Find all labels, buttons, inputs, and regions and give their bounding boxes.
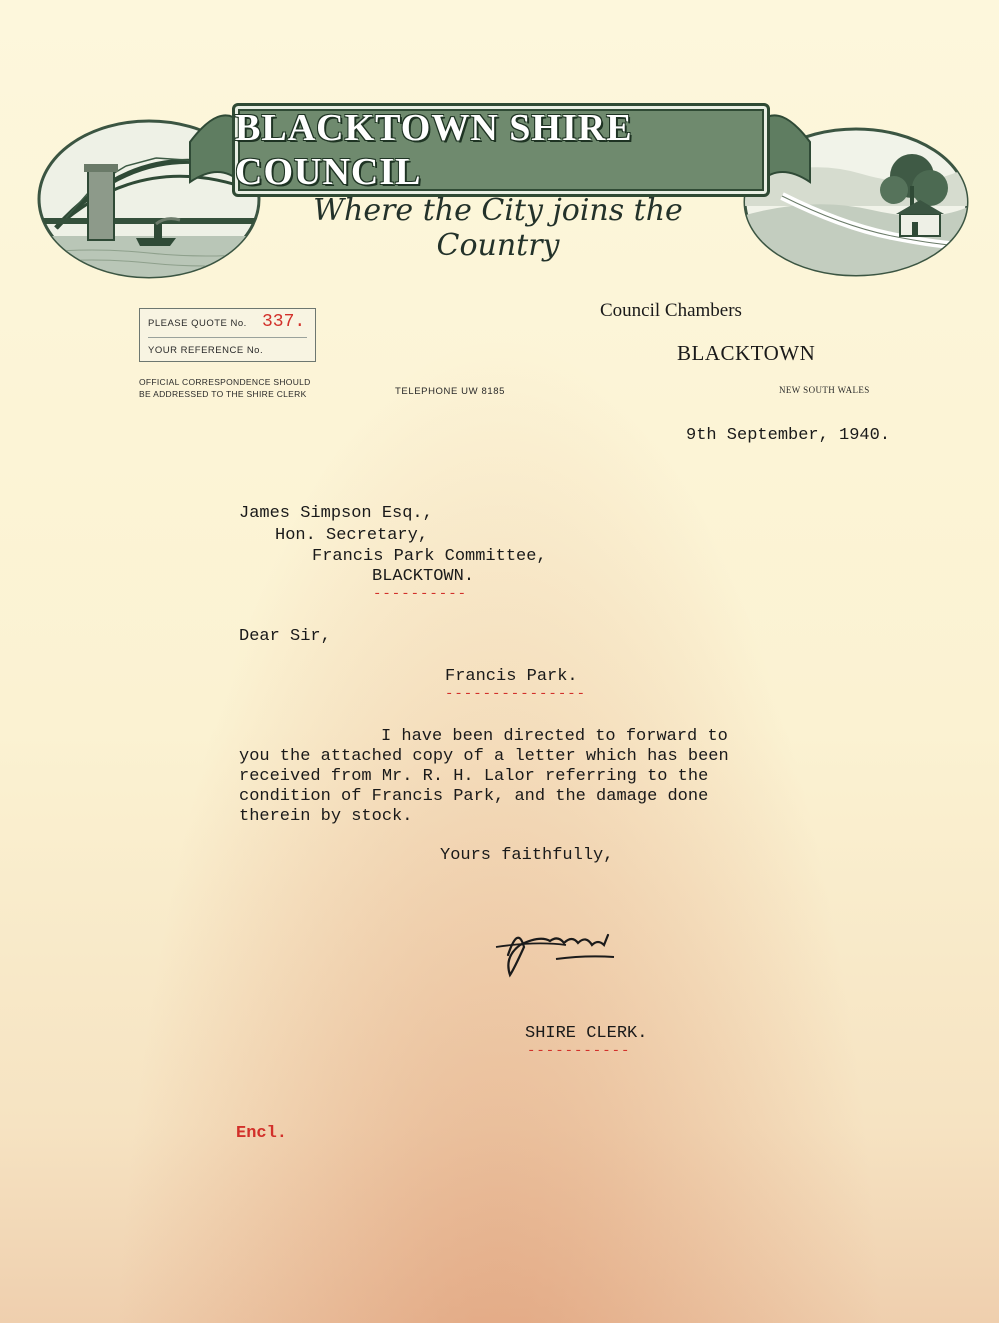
recipient-underline: ---------- — [373, 586, 468, 602]
subject: Francis Park. — [445, 667, 578, 686]
quote-number: 337. — [262, 312, 306, 332]
body-line5: therein by stock. — [239, 807, 413, 826]
salutation: Dear Sir, — [239, 627, 331, 646]
official-note-line2: BE ADDRESSED TO THE SHIRE CLERK — [139, 389, 307, 399]
enclosure-note: Encl. — [236, 1124, 288, 1143]
body-line4: condition of Francis Park, and the damage done — [239, 787, 709, 806]
signature — [488, 915, 648, 990]
body-line2: you the attached copy of a letter which has been — [239, 747, 729, 766]
body-line3: received from Mr. R. H. Lalor referring to the — [239, 767, 709, 786]
council-title: BLACKTOWN SHIRE COUNCIL — [235, 107, 633, 193]
council-banner — [232, 103, 770, 197]
recipient-line4: BLACKTOWN. — [372, 567, 475, 586]
recipient-line1: James Simpson Esq., — [239, 504, 433, 523]
official-note — [139, 376, 311, 400]
address-town: BLACKTOWN — [677, 341, 816, 365]
signatory-underline: ----------- — [527, 1043, 631, 1059]
signatory-title: SHIRE CLERK. — [525, 1024, 648, 1043]
official-note-line1: OFFICIAL CORRESPONDENCE SHOULD — [139, 377, 311, 387]
telephone: TELEPHONE UW 8185 — [395, 386, 505, 397]
recipient-line3: Francis Park Committee, — [312, 547, 547, 566]
quote-label: PLEASE QUOTE No. — [148, 318, 247, 329]
closing: Yours faithfully, — [440, 846, 614, 865]
body-line1: I have been directed to forward to — [381, 727, 728, 746]
recipient-line2: Hon. Secretary, — [275, 526, 429, 545]
your-reference-label: YOUR REFERENCE No. — [148, 345, 264, 356]
address-state: NEW SOUTH WALES — [779, 385, 870, 395]
tagline: Where the City joins the Country — [313, 193, 683, 263]
reference-divider — [148, 337, 307, 338]
subject-underline: --------------- — [445, 686, 587, 702]
reference-box — [139, 308, 316, 362]
letter-date: 9th September, 1940. — [686, 426, 891, 445]
council-chambers: Council Chambers — [600, 300, 742, 321]
